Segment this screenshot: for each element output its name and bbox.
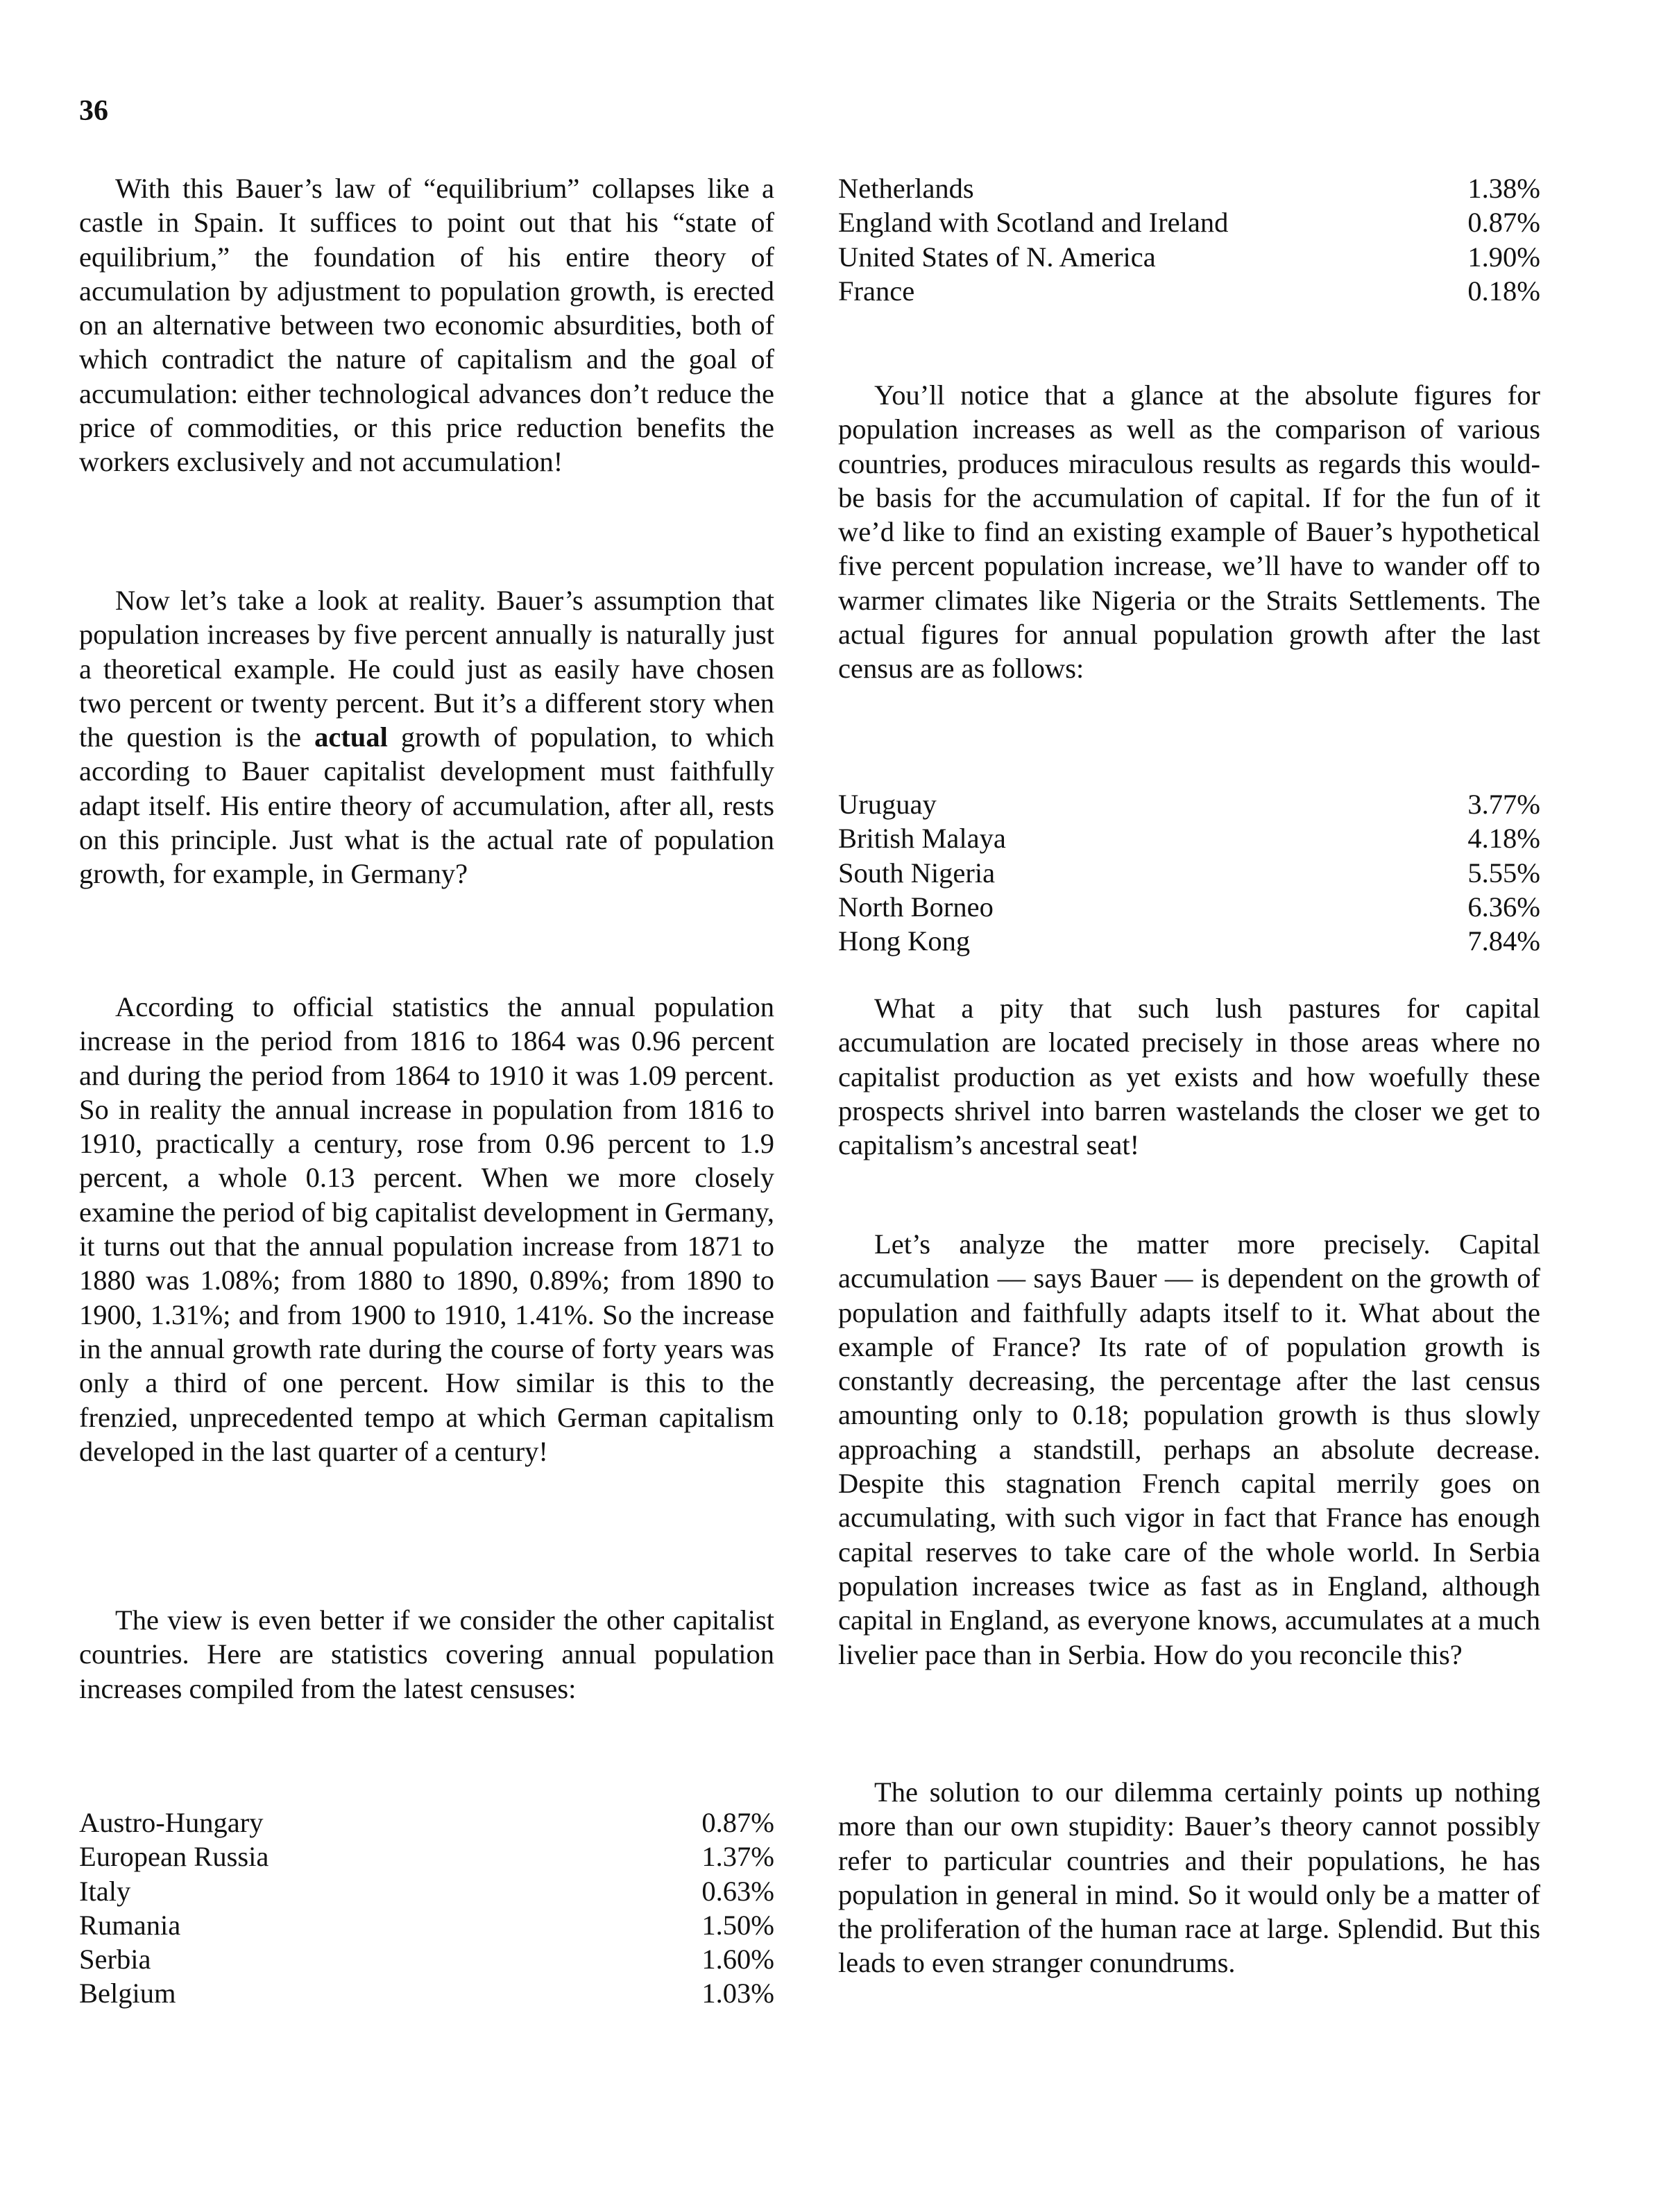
country-name: Italy [79, 1875, 131, 1907]
paragraph-official-statistics [79, 990, 774, 1468]
country-name: Rumania [79, 1909, 181, 1941]
paragraph-look-at-reality [79, 583, 774, 891]
paragraph-text [79, 583, 774, 891]
paragraph-other-countries [79, 1603, 774, 1706]
stat-table [838, 787, 1540, 958]
table-row [838, 890, 1540, 924]
table-row [838, 821, 1540, 855]
paragraph-text-before: Now let’s take a look at reality. Bauer’s assumption that population increases by five percent annually is naturally just a theoretical example. He could just as easily have chosen two percent or twenty percent. But it’s a different story when the question is the [79, 585, 774, 753]
country-name: North Borneo [838, 891, 994, 923]
table-row [838, 171, 1540, 205]
paragraph-text-after: growth of population, to which according to Bauer capitalist development must faithfully adapt itself. His entire theory of accumulation, after all, rests on this principle. Just what is the actual rate of population growth, for example, in Germany? [79, 721, 774, 890]
paragraph-text: The solution to our dilemma certainly points up nothing more than our own stupidity: Bauer’s theory cannot possibly refer to particular countries and their populations, he has population in general in mind. So it would only be a matter of the proliferation of the human race at large. Splendid. But this leads to even stranger conundrums. [838, 1776, 1540, 1979]
paragraph-text: According to official statistics the annual population increase in the period from 1816 to 1864 was 0.96 percent and during the period from 1864 to 1910 it was 1.09 percent. So in reality the annual increase in population from 1816 to 1910, practically a century, rose from 0.96 percent to 1.9 percent, a whole 0.13 percent. When we more closely examine the period of big capitalist development in Germany, it turns out that the annual population increase from 1871 to 1880 was 1.08%; from 1880 to 1890, 0.89%; from 1890 to 1900, 1.31%; and from 1900 to 1910, 1.41%. So the increase in the annual growth rate during the course of forty years was only a third of one percent. How similar is this to the frenzied, unprecedented tempo at which German capitalism developed in the last quarter of a century! [79, 991, 774, 1467]
paragraph-analyze-france [838, 1227, 1540, 1672]
country-name: Netherlands [838, 173, 974, 204]
table-row [79, 1874, 774, 1908]
stat-table [79, 1806, 774, 2011]
growth-rate: 3.77% [1467, 789, 1540, 820]
table-row [79, 1908, 774, 1942]
paragraph-text: The view is even better if we consider the other capitalist countries. Here are statistics covering annual population increases compiled from the latest censuses: [79, 1604, 774, 1704]
country-name: South Nigeria [838, 857, 996, 889]
emphasis-actual: actual [314, 721, 388, 753]
growth-rate: 6.36% [1467, 891, 1540, 923]
country-name: United States of N. America [838, 241, 1156, 273]
growth-rate: 0.18% [1467, 275, 1540, 307]
growth-rate: 1.37% [701, 1841, 774, 1873]
growth-rate: 0.87% [1467, 207, 1540, 239]
paragraph-solution-dilemma [838, 1775, 1540, 1980]
country-name: European Russia [79, 1841, 269, 1873]
country-name: England with Scotland and Ireland [838, 207, 1229, 239]
growth-rate: 7.84% [1467, 925, 1540, 957]
table-row [79, 1942, 774, 1976]
country-name: British Malaya [838, 823, 1006, 855]
growth-rate: 1.90% [1467, 241, 1540, 273]
table-row [838, 205, 1540, 239]
stat-table [838, 171, 1540, 308]
population-table-part-1 [79, 1806, 774, 2011]
table-row [838, 856, 1540, 890]
table-row [79, 1976, 774, 2010]
table-row [838, 787, 1540, 821]
country-name: France [838, 275, 915, 307]
growth-rate: 4.18% [1467, 823, 1540, 855]
table-row [79, 1840, 774, 1874]
population-table-part-2 [838, 171, 1540, 308]
country-name: Belgium [79, 1978, 176, 2009]
paragraph-equilibrium-collapses [79, 171, 774, 479]
page-number: 36 [79, 95, 108, 127]
country-name: Serbia [79, 1944, 151, 1975]
table-row [838, 240, 1540, 274]
paragraph-text: With this Bauer’s law of “equilibrium” collapses like a castle in Spain. It suffices to point out that his “state of equilibrium,” the foundation of his entire theory of accumulation by adjustment to population growth, is erected on an alternative between two economic absurdities, both of which contradict the nature of capitalism and the goal of accumulation: either technological advances don’t reduce the price of commodities, or this price reduction benefits the workers exclusively and not accumulation! [79, 173, 774, 478]
table-row [838, 274, 1540, 308]
paragraph-text: You’ll notice that a glance at the absolute figures for population increases as well as the comparison of various countries, produces miraculous results as regards this would-be basis for the accumulation of capital. If for the fun of it we’d like to find an existing example of Bauer’s hypothetical five percent population increase, we’ll have to wander off to warmer climates like Nigeria or the Straits Settlements. The actual figures for annual population growth after the last census are as follows: [838, 379, 1540, 685]
growth-rate: 0.63% [701, 1875, 774, 1907]
paragraph-text: What a pity that such lush pastures for capital accumulation are located precisely in those areas where no capitalist production as yet exists and how woefully these prospects shrivel into barren wastelands the closer we get to capitalism’s ancestral seat! [838, 993, 1540, 1161]
country-name: Austro-Hungary [79, 1807, 264, 1838]
growth-rate: 1.50% [701, 1909, 774, 1941]
paragraph-lush-pastures [838, 991, 1540, 1162]
growth-rate: 0.87% [701, 1807, 774, 1838]
paragraph-absolute-figures [838, 378, 1540, 686]
paragraph-text: Let’s analyze the matter more precisely. Capital accumulation — says Bauer — is dependent on the growth of population and faithfully adapts itself to it. What about the example of France? Its rate of of population growth is constantly decreasing, the percentage after the last census amounting only to 0.18; population growth is thus slowly approaching a standstill, perhaps an absolute decrease. Despite this stagnation French capital merrily goes on accumulating, with such vigor in fact that France has enough capital reserves to take care of the whole world. In Serbia population increases twice as fast as in England, although capital in England, as everyone knows, accumulates at a much livelier pace than in Serbia. How do you reconcile this? [838, 1228, 1540, 1670]
table-row [838, 924, 1540, 958]
growth-rate: 1.38% [1467, 173, 1540, 204]
tropical-population-table [838, 787, 1540, 958]
table-row [79, 1806, 774, 1840]
growth-rate: 1.03% [701, 1978, 774, 2009]
country-name: Uruguay [838, 789, 937, 820]
growth-rate: 5.55% [1467, 857, 1540, 889]
country-name: Hong Kong [838, 925, 971, 957]
growth-rate: 1.60% [701, 1944, 774, 1975]
